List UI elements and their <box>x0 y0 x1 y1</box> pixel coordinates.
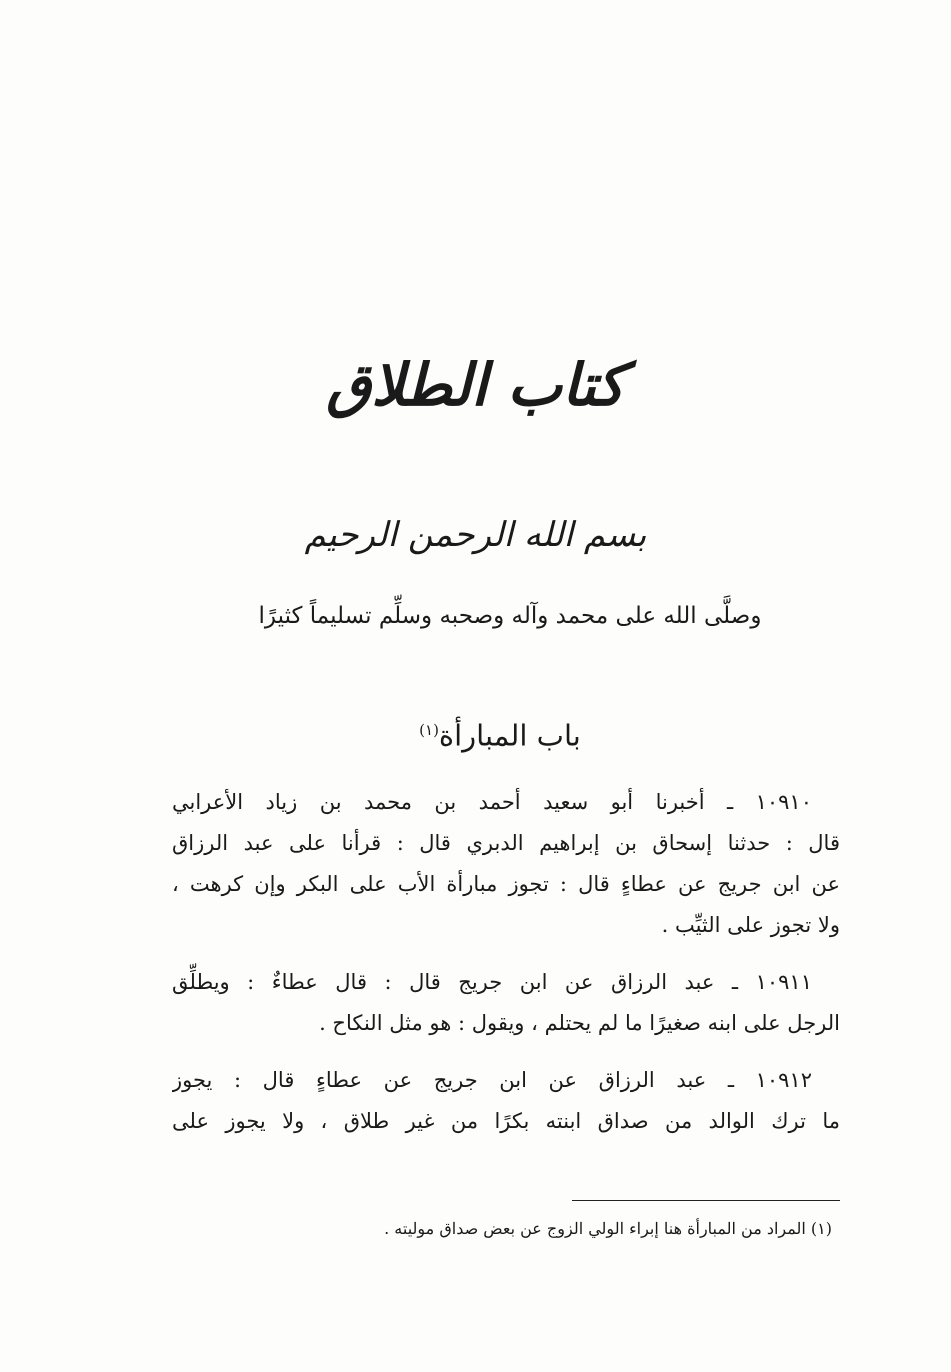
text-line: ١٠٩١٠ ـ أخبرنا أبو سعيد أحمد بن محمد بن زياد الأعرابي <box>172 790 812 814</box>
book-title: كتاب الطلاق <box>326 351 625 419</box>
main-text <box>172 782 840 1142</box>
footnote: (١) المراد من المبارأة هنا إبراء الولي الزوج عن بعض صداق موليته . <box>384 1219 832 1238</box>
text-line: ١٠٩١١ ـ عبد الرزاق عن ابن جريج قال : قال عطاءٌ : ويطلِّق <box>172 970 812 994</box>
hadith-10912 <box>172 1060 840 1142</box>
text-line: عن ابن جريج عن عطاءٍ قال : تجوز مبارأة الأب على البكر وإن كرهت ، <box>172 872 840 896</box>
text-line: ولا تجوز على الثيِّب . <box>661 913 840 937</box>
basmala: بسم الله الرحمن الرحيم <box>304 515 647 555</box>
text-line: الرجل على ابنه صغيرًا ما لم يحتلم ، ويقول : هو مثل النكاح . <box>319 1011 840 1035</box>
text-line: ما ترك الوالد من صداق ابنته بكرًا من غير طلاق ، ولا يجوز على <box>172 1109 840 1133</box>
chapter-heading <box>0 705 951 761</box>
footnote-separator <box>572 1200 840 1201</box>
text-line: ١٠٩١٢ ـ عبد الرزاق عن ابن جريج عن عطاءٍ قال : يجوز <box>172 1068 812 1092</box>
chapter-title: باب المبارأة <box>438 718 581 753</box>
text-line: قال : حدثنا إسحاق بن إبراهيم الدبري قال : قرأنا على عبد الرزاق <box>172 831 840 855</box>
footnote-marker: (١) <box>419 721 439 739</box>
salawat-line: وصلَّى الله على محمد وآله وصحبه وسلِّم تسليماً كثيرًا <box>258 603 762 629</box>
hadith-10910 <box>172 782 840 946</box>
hadith-10911 <box>172 962 840 1044</box>
